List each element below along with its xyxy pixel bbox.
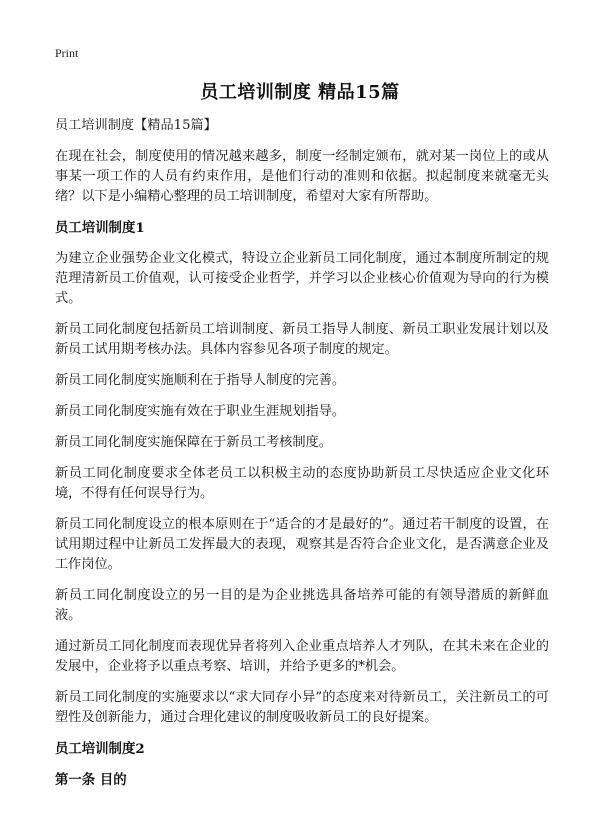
section1-paragraph: 新员工同化制度的实施要求以“求大同存小异”的态度来对待新员工，关注新员工的可塑性及创新能力，通过合理化建议的制度吸收新员工的良好提案。 bbox=[55, 690, 549, 725]
document-title: 员工培训制度 精品15篇 bbox=[200, 82, 400, 103]
section1-paragraph: 新员工同化制度实施顺利在于指导人制度的完善。 bbox=[55, 373, 346, 388]
section1-paragraph: 新员工同化制度包括新员工培训制度、新员工指导人制度、新员工职业发展计划以及新员工试用期考核办法。具体内容参见各项子制度的规定。 bbox=[55, 322, 549, 357]
article-heading: 第一条 目的 bbox=[55, 772, 127, 788]
section1-paragraph: 新员工同化制度设立的另一目的是为企业挑选具备培养可能的有领导潜质的新鲜血液。 bbox=[55, 588, 549, 623]
document-body bbox=[55, 116, 549, 790]
section-heading-2: 员工培训制度2 bbox=[55, 741, 145, 757]
section1-paragraph: 新员工同化制度实施有效在于职业生涯规划指导。 bbox=[55, 404, 346, 419]
section1-paragraph: 新员工同化制度设立的根本原则在于“适合的才是最好的”。通过若干制度的设置，在试用期过程中让新员工发挥最大的表现，观察其是否符合企业文化，是否满意企业及工作岗位。 bbox=[55, 517, 549, 572]
intro-paragraph: 在现在社会，制度使用的情况越来越多，制度一经制定颁布，就对某一岗位上的或从事某一项工作的人员有约束作用，是他们行动的准则和依据。拟起制度来就毫无头绪？以下是小编精心整理的员工培训制度，希望对大家有所帮助。 bbox=[55, 149, 549, 204]
section1-paragraph: 新员工同化制度实施保障在于新员工考核制度。 bbox=[55, 435, 332, 450]
section-heading-1: 员工培训制度1 bbox=[55, 220, 145, 236]
print-label: Print bbox=[55, 46, 79, 60]
section1-paragraph: 通过新员工同化制度而表现优异者将列入企业重点培养人才列队，在其未来在企业的发展中，企业将予以重点考察、培训，并给予更多的*机会。 bbox=[55, 639, 549, 674]
document-subtitle: 员工培训制度【精品15篇】 bbox=[55, 118, 217, 133]
section1-paragraph: 为建立企业强势企业文化模式，特设立企业新员工同化制度，通过本制度所制定的规范理清新员工价值观，认可接受企业哲学，并学习以企业核心价值观为导向的行为模式。 bbox=[55, 251, 549, 306]
section1-paragraph: 新员工同化制度要求全体老员工以积极主动的态度协助新员工尽快适应企业文化环境，不得有任何误导行为。 bbox=[55, 466, 549, 501]
